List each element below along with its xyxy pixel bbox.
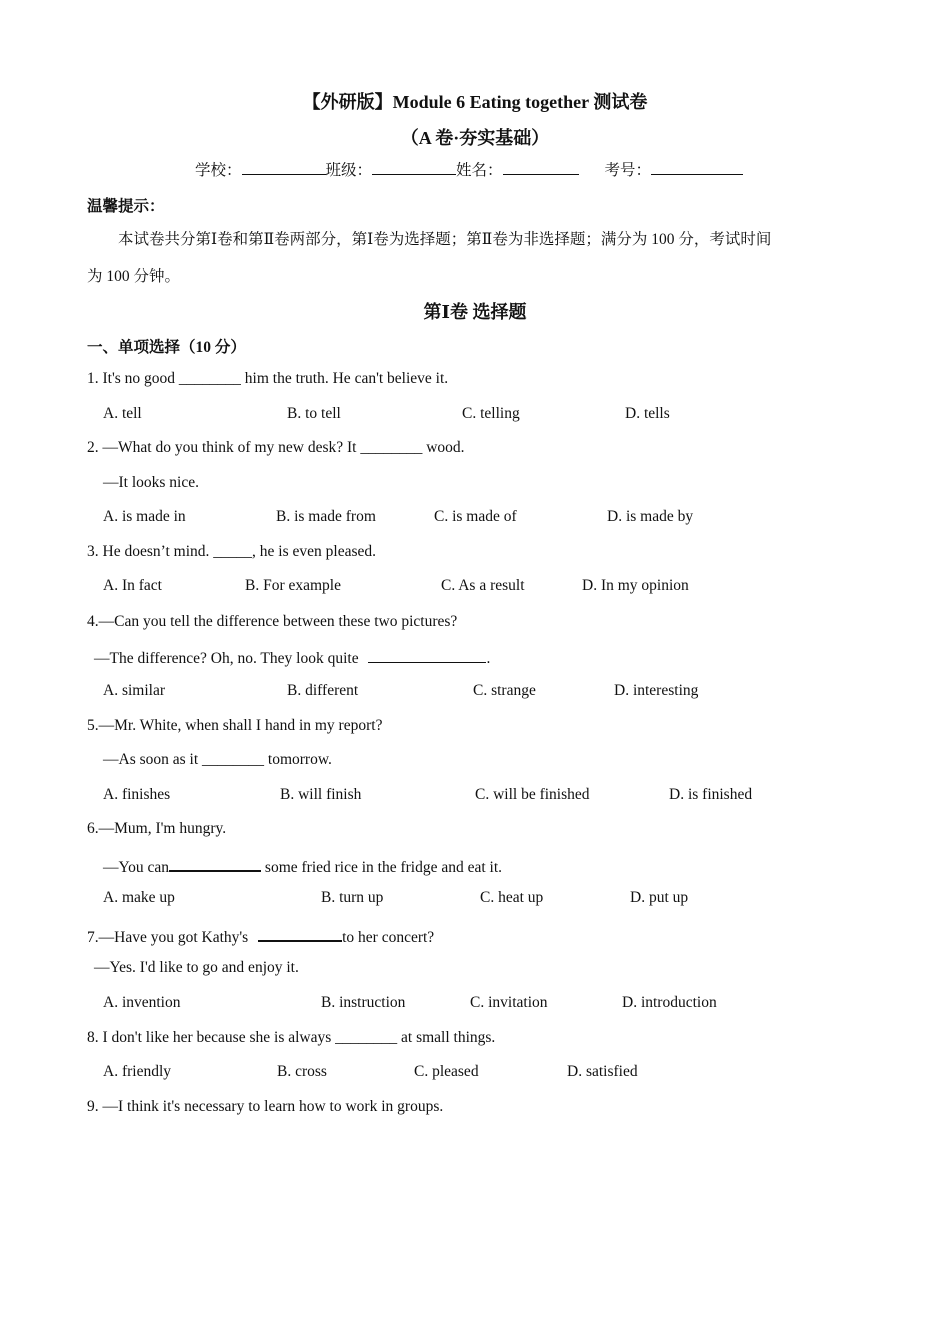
question-2-reply: —It looks nice.: [103, 474, 199, 491]
q1-option-d[interactable]: D. tells: [625, 405, 670, 422]
question-6-stem: 6.—Mum, I'm hungry.: [87, 820, 227, 837]
q7-option-b[interactable]: B. instruction: [321, 994, 406, 1011]
q8-option-d[interactable]: D. satisfied: [567, 1063, 638, 1080]
q4-option-a[interactable]: A. similar: [103, 682, 165, 699]
question-6-reply: [103, 855, 502, 877]
number-label: 考号：: [604, 162, 652, 179]
q2-option-b[interactable]: B. is made from: [276, 508, 376, 525]
class-blank[interactable]: [372, 159, 456, 175]
q3-option-a[interactable]: A. In fact: [103, 577, 162, 594]
question-3-stem: 3. He doesn’t mind. _____, he is even pleased.: [87, 543, 376, 560]
question-2-stem: 2. —What do you think of my new desk? It ________ wood.: [87, 439, 465, 456]
school-label: 学校：: [195, 162, 242, 179]
q1-option-b[interactable]: B. to tell: [287, 405, 341, 422]
tips-line-1: 本试卷共分第Ⅰ卷和第Ⅱ卷两部分，第Ⅰ卷为选择题；第Ⅱ卷为非选择题；满分为 100 分，考试时间: [118, 231, 772, 248]
q3-option-d[interactable]: D. In my opinion: [582, 577, 689, 594]
question-7-reply: —Yes. I'd like to go and enjoy it.: [94, 959, 299, 976]
q4-option-b[interactable]: B. different: [287, 682, 359, 699]
q6-answer-blank[interactable]: [169, 855, 261, 872]
tips-heading: 温馨提示：: [87, 198, 165, 215]
q8-option-b[interactable]: B. cross: [277, 1063, 327, 1080]
q7-answer-blank[interactable]: [258, 925, 342, 942]
name-label: 姓名：: [456, 162, 503, 179]
question-5-reply: —As soon as it ________ tomorrow.: [103, 751, 332, 768]
q6-option-c[interactable]: C. heat up: [480, 889, 544, 906]
tips-line-2: 为 100 分钟。: [87, 268, 181, 285]
q7-stem-end: to her concert?: [342, 929, 435, 946]
q1-option-a[interactable]: A. tell: [103, 405, 142, 422]
q8-option-a[interactable]: A. friendly: [103, 1063, 172, 1080]
q3-option-b[interactable]: B. For example: [245, 577, 341, 594]
question-5-stem: 5.—Mr. White, when shall I hand in my report?: [87, 717, 383, 734]
question-4-reply: [94, 647, 490, 668]
q5-option-a[interactable]: A. finishes: [103, 786, 171, 803]
q4-reply-end: .: [486, 650, 491, 667]
q6-option-b[interactable]: B. turn up: [321, 889, 384, 906]
school-blank[interactable]: [242, 159, 326, 175]
q5-option-d[interactable]: D. is finished: [669, 786, 753, 803]
q2-option-a[interactable]: A. is made in: [103, 508, 186, 525]
q8-option-c[interactable]: C. pleased: [414, 1063, 479, 1080]
q2-option-c[interactable]: C. is made of: [434, 508, 517, 525]
part-heading: 一、单项选择（10 分）: [87, 339, 246, 356]
q3-option-c[interactable]: C. As a result: [441, 577, 525, 594]
page-subtitle: （A 卷·夯实基础）: [400, 128, 550, 148]
question-7-stem: [87, 925, 434, 947]
q4-reply-text: —The difference? Oh, no. They look quite: [94, 650, 363, 667]
q7-option-a[interactable]: A. invention: [103, 994, 181, 1011]
q6-reply-end: some fried rice in the fridge and eat it.: [261, 859, 503, 876]
number-blank[interactable]: [651, 159, 743, 175]
section-title: 第Ⅰ卷 选择题: [423, 302, 527, 322]
q4-option-d[interactable]: D. interesting: [614, 682, 699, 699]
question-4-stem: 4.—Can you tell the difference between these two pictures?: [87, 613, 458, 630]
class-label: 班级：: [325, 162, 373, 179]
q1-option-c[interactable]: C. telling: [462, 405, 520, 422]
q5-option-b[interactable]: B. will finish: [280, 786, 362, 803]
name-blank[interactable]: [503, 159, 579, 175]
q7-stem-text: 7.—Have you got Kathy's: [87, 929, 253, 946]
q6-option-a[interactable]: A. make up: [103, 889, 175, 906]
q7-option-d[interactable]: D. introduction: [622, 994, 717, 1011]
page-title: 【外研版】Module 6 Eating together 测试卷: [302, 92, 648, 112]
q7-option-c[interactable]: C. invitation: [470, 994, 548, 1011]
q4-option-c[interactable]: C. strange: [473, 682, 536, 699]
q6-option-d[interactable]: D. put up: [630, 889, 689, 906]
student-info-row: [195, 158, 743, 180]
q4-answer-blank[interactable]: [368, 647, 486, 663]
q2-option-d[interactable]: D. is made by: [607, 508, 694, 525]
question-8-stem: 8. I don't like her because she is always ________ at small things.: [87, 1029, 496, 1046]
question-9-stem: 9. —I think it's necessary to learn how to work in groups.: [87, 1098, 444, 1115]
q5-option-c[interactable]: C. will be finished: [475, 786, 590, 803]
q6-reply-text: —You can: [103, 859, 170, 876]
question-1-stem: 1. It's no good ________ him the truth. He can't believe it.: [87, 370, 449, 387]
